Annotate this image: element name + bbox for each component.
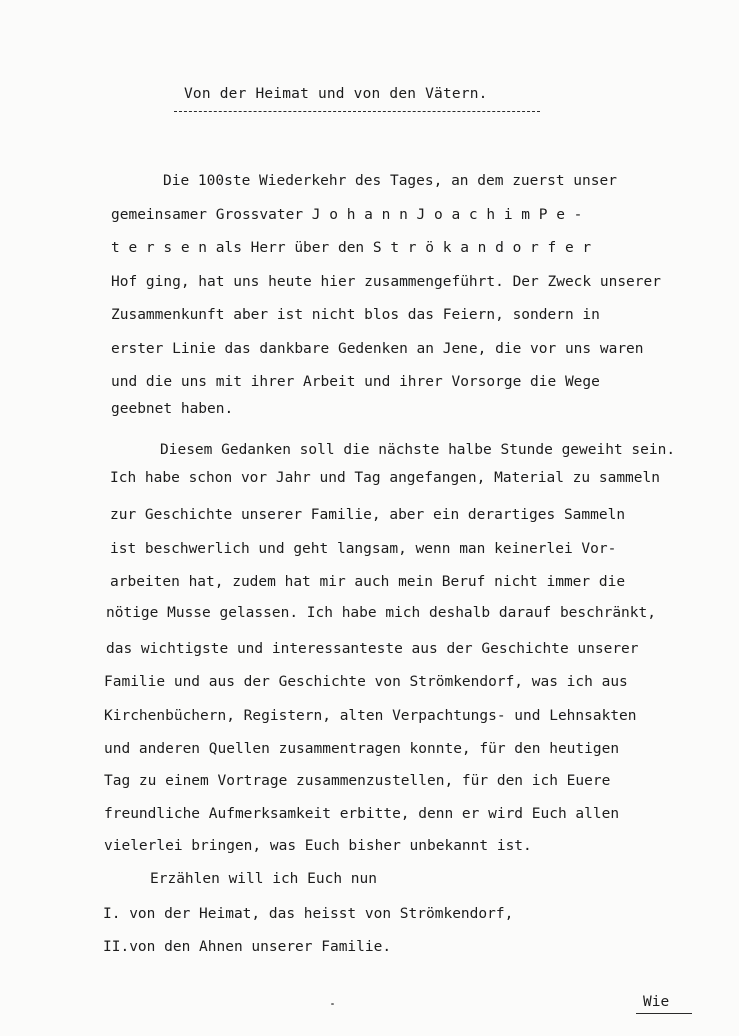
paragraph-1-line: gemeinsamer Grossvater J o h a n n J o a c h i m P e - (111, 207, 583, 223)
paragraph-1-line: geebnet haben. (111, 401, 234, 417)
paragraph-1-line: erster Linie das dankbare Gedenken an Jene, die vor uns waren (111, 341, 644, 357)
outline-item: II.von den Ahnen unserer Familie. (103, 939, 392, 955)
paragraph-1-line: Zusammenkunft aber ist nicht blos das Feiern, sondern in (111, 307, 600, 323)
catchword: Wie (643, 994, 670, 1010)
paragraph-2-line: Familie und aus der Geschichte von Strömkendorf, was ich aus (104, 674, 628, 690)
paragraph-2-line: Diesem Gedanken soll die nächste halbe Stunde geweiht sein. (160, 442, 676, 458)
paragraph-1-line: t e r s e n als Herr über den S t r ö k a n d o r f e r (111, 240, 592, 256)
paragraph-2-line: ist beschwerlich und geht langsam, wenn man keinerlei Vor- (110, 541, 617, 557)
title-underline (174, 111, 540, 112)
paragraph-2-line: Kirchenbüchern, Registern, alten Verpachtungs- und Lehnsakten (104, 708, 637, 724)
paragraph-3-line: Erzählen will ich Euch nun (150, 871, 377, 887)
document-title: Von der Heimat und von den Vätern. (184, 86, 488, 102)
paper-speck (331, 1003, 334, 1005)
paragraph-1-line: Die 100ste Wiederkehr des Tages, an dem zuerst unser (163, 173, 617, 189)
paragraph-2-line: freundliche Aufmerksamkeit erbitte, denn er wird Euch allen (104, 806, 620, 822)
paragraph-2-line: und anderen Quellen zusammentragen konnte, für den heutigen (104, 741, 620, 757)
paragraph-2-line: arbeiten hat, zudem hat mir auch mein Beruf nicht immer die (110, 574, 626, 590)
outline-item: I. von der Heimat, das heisst von Strömkendorf, (103, 906, 514, 922)
paragraph-2-line: zur Geschichte unserer Familie, aber ein derartiges Sammeln (110, 507, 626, 523)
paragraph-2-line: vielerlei bringen, was Euch bisher unbekannt ist. (104, 838, 532, 854)
paragraph-1-line: und die uns mit ihrer Arbeit und ihrer Vorsorge die Wege (111, 374, 600, 390)
paragraph-2-line: nötige Musse gelassen. Ich habe mich deshalb darauf beschränkt, (106, 605, 656, 621)
paragraph-2-line: Tag zu einem Vortrage zusammenzustellen, für den ich Euere (104, 773, 611, 789)
catchword-underline (636, 1013, 692, 1014)
paragraph-2-line: Ich habe schon vor Jahr und Tag angefangen, Material zu sammeln (110, 470, 660, 486)
paragraph-2-line: das wichtigste und interessanteste aus der Geschichte unserer (106, 641, 639, 657)
paragraph-1-line: Hof ging, hat uns heute hier zusammengeführt. Der Zweck unserer (111, 274, 661, 290)
